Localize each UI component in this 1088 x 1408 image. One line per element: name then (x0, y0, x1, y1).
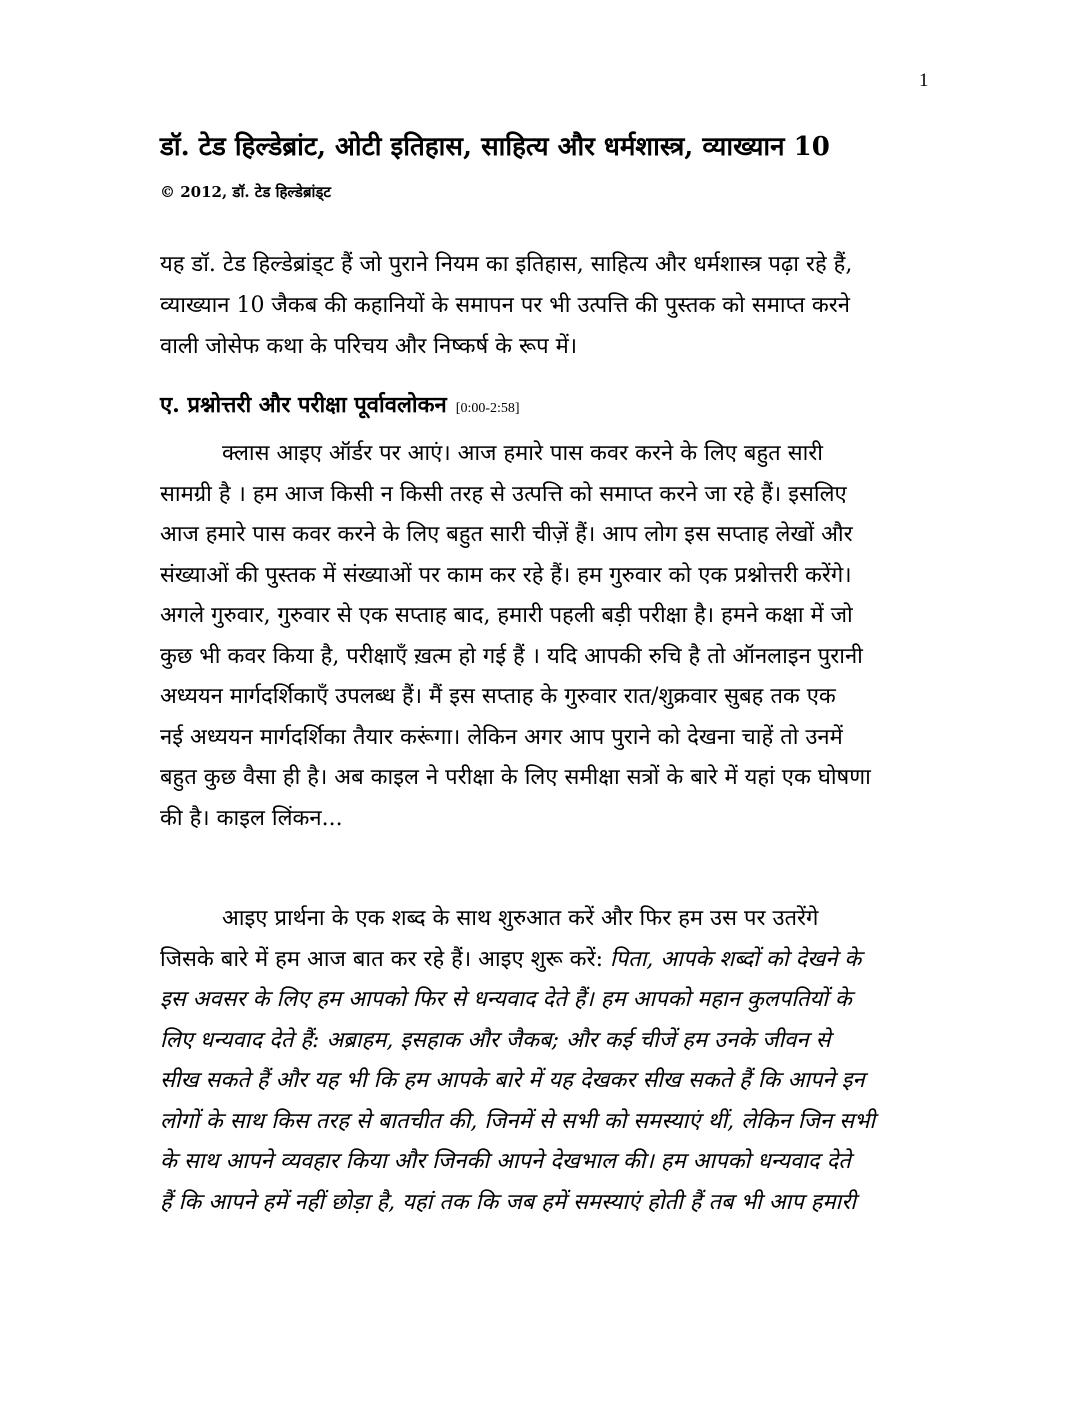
paragraph-line: सामग्री है । हम आज किसी न किसी तरह से उत्पत्ति को समाप्त करने जा रहे हैं। इसलिए (160, 481, 847, 507)
paragraph-line: कुछ भी कवर किया है, परीक्षाएँ ख़त्म हो गई हैं । यदि आपकी रुचि है तो ऑनलाइन पुरानी (160, 643, 863, 669)
paragraph-line: संख्याओं की पुस्तक में संख्याओं पर काम कर रहे हैं। हम गुरुवार को एक प्रश्नोत्तरी करेंगे। (160, 562, 852, 588)
intro-line: व्याख्यान 10 जैकब की कहानियों के समापन पर भी उत्पत्ति की पुस्तक को समाप्त करने (160, 293, 850, 318)
prayer-line: हैं कि आपने हमें नहीं छोड़ा है, यहां तक कि जब हमें समस्याएं होती हैं तब भी आप हमारी (160, 1189, 856, 1215)
paragraph-line: नई अध्ययन मार्गदर्शिका तैयार करूंगा। लेकिन अगर आप पुराने को देखना चाहें तो उनमें (160, 724, 843, 750)
paragraph-plain-text: जिसके बारे में हम आज बात कर रहे हैं। आइए शुरू करें: (160, 946, 610, 972)
body-paragraph-1 (160, 434, 950, 839)
prayer-line: लिए धन्यवाद देते हैं: अब्राहम, इसहाक और जैकब; और कई चीजें हम उनके जीवन से (160, 1027, 831, 1053)
paragraph-line: अगले गुरुवार, गुरुवार से एक सप्ताह बाद, हमारी पहली बड़ी परीक्षा है। हमने कक्षा में जो (160, 603, 853, 628)
intro-paragraph (160, 244, 950, 367)
paragraph-line: आज हमारे पास कवर करने के लिए बहुत सारी चीज़ें हैं। आप लोग इस सप्ताह लेखों और (160, 522, 853, 547)
paragraph-line-mixed (160, 940, 950, 981)
copyright-notice: © 2012, डॉ. टेड हिल्डेब्रांड्ट (160, 183, 331, 201)
paragraph-line: अध्ययन मार्गदर्शिकाएँ उपलब्ध हैं। मैं इस सप्ताह के गुरुवार रात/शुक्रवार सुबह तक एक (160, 684, 836, 709)
section-timestamp: [0:00-2:58] (455, 401, 520, 416)
paragraph-line: क्लास आइए ऑर्डर पर आएं। आज हमारे पास कवर करने के लिए बहुत सारी (222, 441, 823, 466)
body-paragraph-2 (160, 899, 950, 1223)
intro-line: वाली जोसेफ कथा के परिचय और निष्कर्ष के रूप में। (160, 334, 578, 359)
prayer-text: पिता, आपके शब्दों को देखने के (609, 946, 862, 972)
paragraph-line: आइए प्रार्थना के एक शब्द के साथ शुरुआत करें और फिर हम उस पर उतरेंगे (222, 906, 819, 931)
document-title: डॉ. टेड हिल्डेब्रांट, ओटी इतिहास, साहित्य और धर्मशास्त्र, व्याख्यान 10 (160, 132, 830, 162)
paragraph-line: की है। काइल लिंकन... (160, 805, 343, 831)
prayer-line: इस अवसर के लिए हम आपको फिर से धन्यवाद देते हैं। हम आपको महान कुलपतियों के (160, 987, 852, 1012)
prayer-line: सीख सकते हैं और यह भी कि हम आपके बारे में यह देखकर सीख सकते हैं कि आपने इन (160, 1068, 865, 1093)
page-number: 1 (919, 70, 929, 91)
paragraph-line: बहुत कुछ वैसा ही है। अब काइल ने परीक्षा के लिए समीक्षा सत्रों के बारे में यहां एक घोषणा (160, 765, 871, 790)
section-heading-text: ए. प्रश्नोत्तरी और परीक्षा पूर्वावलोकन (160, 392, 447, 418)
section-heading-a (160, 388, 520, 426)
prayer-line: के साथ आपने व्यवहार किया और जिनकी आपने देखभाल की। हम आपको धन्यवाद देते (160, 1149, 851, 1174)
intro-line: यह डॉ. टेड हिल्डेब्रांड्ट हैं जो पुराने नियम का इतिहास, साहित्य और धर्मशास्त्र पढ़ा रहे हैं, (160, 252, 853, 277)
prayer-line: लोगों के साथ किस तरह से बातचीत की, जिनमें से सभी को समस्याएं थीं, लेकिन जिन सभी (160, 1108, 876, 1134)
